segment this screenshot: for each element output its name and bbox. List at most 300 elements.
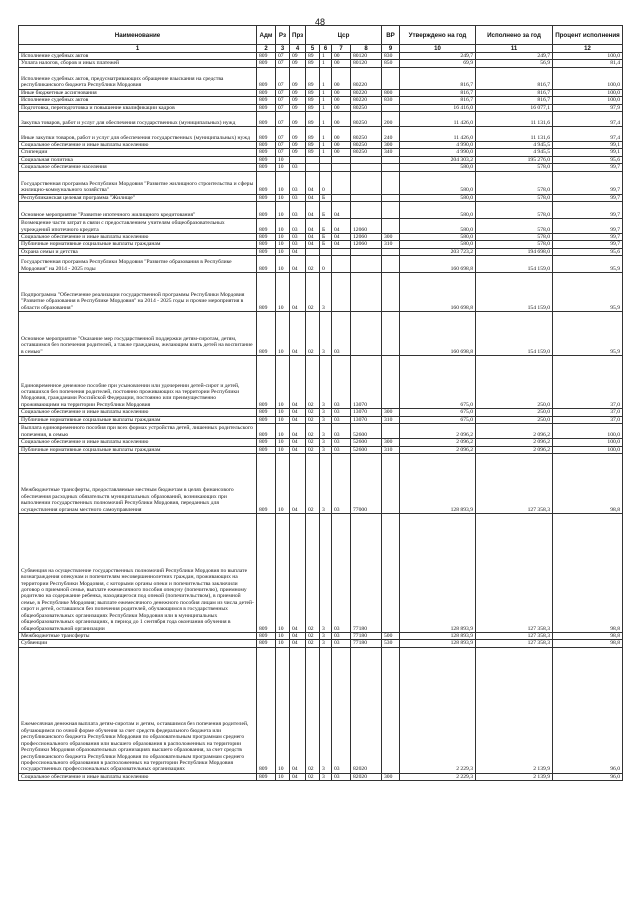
row-percent: 96,0 — [553, 647, 623, 773]
row-csr-subprogram: 3 — [320, 439, 332, 446]
table-row — [19, 273, 623, 312]
row-executed: 127 358,3 — [476, 640, 553, 647]
row-csr-event: 04 — [332, 241, 351, 248]
row-csr-subprogram: 1 — [320, 112, 332, 127]
row-csr-event: 03 — [332, 640, 351, 647]
row-prz: 04 — [290, 513, 306, 632]
row-adm: 809 — [257, 104, 276, 111]
row-adm: 809 — [257, 112, 276, 127]
row-csr-program: 02 — [306, 424, 320, 439]
row-prz: 04 — [290, 632, 306, 639]
header-percent: Процент исполнения — [553, 26, 623, 45]
table-row — [19, 409, 623, 416]
row-vr: 300 — [382, 773, 400, 780]
row-name: Исполнение судебных актов, предусматривающих обращение взыскания на средства республиканского бюджета Республики Мордовия — [19, 67, 257, 89]
row-csr-program: 04 — [306, 234, 320, 241]
row-csr-program: 04 — [306, 219, 320, 234]
row-csr-subprogram: 1 — [320, 67, 332, 89]
row-percent: 100,0 — [553, 424, 623, 439]
table-row — [19, 640, 623, 647]
row-executed: 578,0 — [476, 234, 553, 241]
row-adm: 809 — [257, 416, 276, 423]
row-adm: 809 — [257, 773, 276, 780]
table-row — [19, 202, 623, 219]
row-name: Публичные нормативные социальные выплаты гражданам — [19, 446, 257, 453]
table-row — [19, 513, 623, 632]
row-approved: 160 698,8 — [400, 312, 476, 356]
row-adm: 809 — [257, 234, 276, 241]
row-percent: 95,9 — [553, 312, 623, 356]
table-row — [19, 142, 623, 149]
row-approved: 203 723,2 — [400, 248, 476, 255]
row-name: Стипендии — [19, 149, 257, 156]
row-name: Публичные нормативные социальные выплаты гражданам — [19, 416, 257, 423]
row-csr-subprogram: 3 — [320, 773, 332, 780]
table-row — [19, 248, 623, 255]
row-rz: 10 — [276, 453, 290, 513]
row-executed: 250,0 — [476, 409, 553, 416]
row-vr: 830 — [382, 53, 400, 60]
row-csr-event: 03 — [332, 647, 351, 773]
row-csr-event — [332, 256, 351, 273]
row-approved: 580,0 — [400, 202, 476, 219]
row-executed: 154 159,0 — [476, 256, 553, 273]
row-csr-event: 03 — [332, 424, 351, 439]
row-approved: 160 698,8 — [400, 256, 476, 273]
row-rz: 10 — [276, 171, 290, 194]
row-csr-direction — [351, 248, 382, 255]
row-prz: 09 — [290, 89, 306, 96]
row-adm: 809 — [257, 647, 276, 773]
row-vr — [382, 164, 400, 171]
row-csr-program: 02 — [306, 439, 320, 446]
row-csr-program: 04 — [306, 171, 320, 194]
row-csr-subprogram: Б — [320, 234, 332, 241]
row-adm: 809 — [257, 312, 276, 356]
row-adm: 809 — [257, 149, 276, 156]
row-name: Социальное обеспечение и иные выплаты населению — [19, 142, 257, 149]
table-row — [19, 647, 623, 773]
row-approved: 128 893,9 — [400, 640, 476, 647]
table-row — [19, 104, 623, 111]
row-approved: 2 229,3 — [400, 647, 476, 773]
column-number: 5 — [306, 45, 320, 53]
column-number: 11 — [476, 45, 553, 53]
header-rz: Рз — [276, 26, 290, 45]
row-csr-direction: 13070 — [351, 356, 382, 409]
row-approved: 675,0 — [400, 356, 476, 409]
column-number: 2 — [257, 45, 276, 53]
row-csr-direction: 80120 — [351, 53, 382, 60]
row-adm: 809 — [257, 60, 276, 67]
row-percent: 98,8 — [553, 640, 623, 647]
row-executed: 2 096,2 — [476, 424, 553, 439]
row-executed: 249,7 — [476, 53, 553, 60]
row-adm: 809 — [257, 256, 276, 273]
row-rz: 07 — [276, 89, 290, 96]
row-prz: 09 — [290, 149, 306, 156]
row-csr-subprogram: 1 — [320, 97, 332, 104]
table-row — [19, 156, 623, 163]
row-percent: 99,7 — [553, 194, 623, 201]
row-percent: 95,6 — [553, 156, 623, 163]
row-percent: 98,8 — [553, 453, 623, 513]
row-vr — [382, 256, 400, 273]
row-rz: 07 — [276, 60, 290, 67]
row-prz — [290, 156, 306, 163]
column-number: 4 — [290, 45, 306, 53]
row-approved: 580,0 — [400, 234, 476, 241]
row-csr-direction: 80250 — [351, 142, 382, 149]
row-approved: 675,0 — [400, 416, 476, 423]
row-vr — [382, 156, 400, 163]
row-approved: 2 096,2 — [400, 424, 476, 439]
row-csr-program: 02 — [306, 273, 320, 312]
row-rz: 10 — [276, 446, 290, 453]
row-vr — [382, 202, 400, 219]
row-name: Подготовка, переподготовка и повышение квалификации кадров — [19, 104, 257, 111]
row-prz: 03 — [290, 194, 306, 201]
row-executed: 154 159,0 — [476, 312, 553, 356]
row-rz: 10 — [276, 273, 290, 312]
row-csr-program: 02 — [306, 453, 320, 513]
row-csr-direction — [351, 202, 382, 219]
table-row — [19, 439, 623, 446]
table-row — [19, 171, 623, 194]
row-executed: 816,7 — [476, 89, 553, 96]
row-csr-program: 89 — [306, 53, 320, 60]
row-rz: 10 — [276, 194, 290, 201]
row-vr: 240 — [382, 127, 400, 142]
row-rz: 07 — [276, 149, 290, 156]
row-csr-program: 89 — [306, 142, 320, 149]
row-executed: 4 945,5 — [476, 149, 553, 156]
table-header-row — [19, 26, 623, 45]
row-adm: 809 — [257, 439, 276, 446]
column-number: 10 — [400, 45, 476, 53]
table-row — [19, 164, 623, 171]
table-row — [19, 219, 623, 234]
table-row — [19, 632, 623, 639]
row-percent: 100,0 — [553, 53, 623, 60]
row-name: Ежемесячная денежная выплата детям-сиротам и детям, оставшимся без попечения родителей, обучающимся по очной форме обучения за счет средств федерального бюджета или республиканского бюджета Республики Мордовия по образовательным программам среднего профессионального образования или высшего образования в расположенных на территории Республики Мордовия образовательных организациях высшего образования, за счет средств республиканского бюджета Республики Мордовия по образовательным программам среднего профессионального образования в расположенных на территории Республики Мордовия государственных профессиональных образовательных организациях — [19, 647, 257, 773]
row-rz: 07 — [276, 112, 290, 127]
row-approved: 580,0 — [400, 194, 476, 201]
row-percent: 97,4 — [553, 112, 623, 127]
row-prz: 09 — [290, 104, 306, 111]
row-percent: 95,9 — [553, 256, 623, 273]
row-csr-direction: 80250 — [351, 104, 382, 111]
row-csr-direction: 52600 — [351, 446, 382, 453]
table-row — [19, 424, 623, 439]
row-adm: 809 — [257, 97, 276, 104]
column-number: 8 — [351, 45, 382, 53]
row-csr-direction: 52600 — [351, 439, 382, 446]
row-percent: 81,4 — [553, 60, 623, 67]
row-name: Исполнение судебных актов — [19, 53, 257, 60]
row-percent: 97,4 — [553, 127, 623, 142]
row-vr — [382, 453, 400, 513]
row-prz: 04 — [290, 416, 306, 423]
row-vr — [382, 194, 400, 201]
row-rz: 10 — [276, 409, 290, 416]
table-row — [19, 127, 623, 142]
row-csr-subprogram: 1 — [320, 127, 332, 142]
row-approved: 128 893,9 — [400, 632, 476, 639]
row-executed: 578,0 — [476, 241, 553, 248]
row-executed: 578,0 — [476, 164, 553, 171]
row-adm: 809 — [257, 446, 276, 453]
row-name: Охрана семьи и детства — [19, 248, 257, 255]
row-rz: 10 — [276, 356, 290, 409]
row-percent: 95,6 — [553, 248, 623, 255]
row-adm: 809 — [257, 273, 276, 312]
row-name: Возмещение части затрат в связи с предоставлением учителям общеобразовательных учреждений ипотечного кредита — [19, 219, 257, 234]
row-csr-subprogram: 1 — [320, 149, 332, 156]
row-csr-direction — [351, 312, 382, 356]
header-approved: Утверждено на год — [400, 26, 476, 45]
row-vr: 310 — [382, 446, 400, 453]
table-row — [19, 194, 623, 201]
row-executed: 250,0 — [476, 416, 553, 423]
table-row — [19, 149, 623, 156]
row-rz: 10 — [276, 256, 290, 273]
row-csr-event: 04 — [332, 202, 351, 219]
row-vr — [382, 273, 400, 312]
row-approved: 580,0 — [400, 164, 476, 171]
row-name: Межбюджетные трансферты — [19, 632, 257, 639]
row-csr-program — [306, 156, 320, 163]
row-approved: 16 416,0 — [400, 104, 476, 111]
row-rz: 10 — [276, 513, 290, 632]
row-percent: 100,0 — [553, 439, 623, 446]
row-csr-subprogram: 0 — [320, 256, 332, 273]
row-csr-direction: 80220 — [351, 97, 382, 104]
row-csr-program: 02 — [306, 312, 320, 356]
column-number: 9 — [382, 45, 400, 53]
row-percent: 99,7 — [553, 219, 623, 234]
row-csr-subprogram: 3 — [320, 513, 332, 632]
row-name: Государственная программа Республики Мордовия "Развитие жилищного строительства и сферы жилищно-коммунального хозяйства" — [19, 171, 257, 194]
row-csr-program: 02 — [306, 513, 320, 632]
column-number-row — [19, 45, 623, 53]
row-csr-program — [306, 248, 320, 255]
row-name: Социальное обеспечение и иные выплаты населению — [19, 234, 257, 241]
row-csr-subprogram: 3 — [320, 273, 332, 312]
row-percent: 100,0 — [553, 67, 623, 89]
row-rz: 07 — [276, 142, 290, 149]
row-rz: 07 — [276, 97, 290, 104]
row-percent: 100,0 — [553, 97, 623, 104]
row-csr-program: 89 — [306, 149, 320, 156]
row-prz: 03 — [290, 219, 306, 234]
row-prz: 09 — [290, 60, 306, 67]
row-adm: 809 — [257, 632, 276, 639]
row-vr — [382, 647, 400, 773]
row-name: Единовременное денежное пособие при усыновлении или удочерении детей-сирот и детей, оставшихся без попечения родителей, постоянно проживающих на территории Республики Мордовия, гражданами Российской Федерации, постоянно или преимущественно проживающими на территории Республики Мордовия — [19, 356, 257, 409]
row-csr-direction: 77000 — [351, 453, 382, 513]
row-name: Субвенция на осуществление государственных полномочий Республики Мордовия по выплате вознаграждения опекунам и попечителям несовершеннолетних граждан, проживающих на территории Республики Мордовия, с которыми органы опеки и попечительства заключили договор о приемной семье, выплате ежемесячного пособия опекуну (попечителю), приемному родителю на содержание ребенка, находящегося под опекой (попечительством), в приемной семье, в Республике Мордовия; выплате ежемесячного денежного пособия лицам из числа детей-сирот и детей, оставшихся без попечения родителей, обучающимся в государственных общеобразовательных организациях Республики Мордовия или в муниципальных общеобразовательных организациях, в период до 1 сентября года окончания обучения в общеобразовательной организации — [19, 513, 257, 632]
row-vr: 200 — [382, 112, 400, 127]
row-name: Основное мероприятие "Оказание мер государственной поддержки детям-сиротам, детям, оставшимся без попечения родителей, а также гражданам, желающим взять детей на воспитание в семью" — [19, 312, 257, 356]
table-row — [19, 446, 623, 453]
row-csr-event: 04 — [332, 219, 351, 234]
row-adm: 809 — [257, 171, 276, 194]
row-csr-direction: 13070 — [351, 409, 382, 416]
row-executed: 127 358,3 — [476, 453, 553, 513]
row-csr-event: 03 — [332, 439, 351, 446]
row-prz: 03 — [290, 234, 306, 241]
row-csr-event: 03 — [332, 446, 351, 453]
row-rz: 07 — [276, 127, 290, 142]
row-executed: 194 698,0 — [476, 248, 553, 255]
row-csr-direction: 12060 — [351, 241, 382, 248]
row-rz: 07 — [276, 104, 290, 111]
row-csr-subprogram: Б — [320, 194, 332, 201]
row-csr-event: 03 — [332, 409, 351, 416]
row-percent: 97,9 — [553, 104, 623, 111]
row-vr: 300 — [382, 142, 400, 149]
row-csr-subprogram — [320, 164, 332, 171]
row-csr-event: 00 — [332, 60, 351, 67]
row-prz: 04 — [290, 312, 306, 356]
row-name: Публичные нормативные социальные выплаты гражданам — [19, 241, 257, 248]
table-row — [19, 773, 623, 780]
column-number: 3 — [276, 45, 290, 53]
row-csr-event: 03 — [332, 356, 351, 409]
row-rz: 10 — [276, 773, 290, 780]
row-percent: 99,1 — [553, 149, 623, 156]
row-csr-event: 03 — [332, 453, 351, 513]
table-row — [19, 256, 623, 273]
table-row — [19, 453, 623, 513]
row-percent: 99,7 — [553, 241, 623, 248]
row-csr-event: 00 — [332, 53, 351, 60]
row-executed: 11 131,6 — [476, 127, 553, 142]
row-approved: 675,0 — [400, 409, 476, 416]
row-csr-subprogram: 3 — [320, 356, 332, 409]
row-name: Закупка товаров, работ и услуг для обеспечения государственных (муниципальных) нужд — [19, 112, 257, 127]
row-name: Государственная программа Республики Мордовия "Развитие образования в Республике Мордовия" на 2014 - 2025 годы — [19, 256, 257, 273]
row-rz: 10 — [276, 312, 290, 356]
row-csr-subprogram: 0 — [320, 171, 332, 194]
row-csr-direction: 12060 — [351, 234, 382, 241]
row-csr-program: 89 — [306, 97, 320, 104]
row-csr-direction: 82020 — [351, 647, 382, 773]
row-csr-program: 02 — [306, 773, 320, 780]
row-csr-event — [332, 171, 351, 194]
row-executed: 2 139,9 — [476, 773, 553, 780]
row-csr-subprogram: 3 — [320, 312, 332, 356]
row-rz: 10 — [276, 234, 290, 241]
table-row — [19, 234, 623, 241]
row-prz: 09 — [290, 127, 306, 142]
row-csr-program — [306, 164, 320, 171]
row-prz: 04 — [290, 356, 306, 409]
row-approved: 816,7 — [400, 67, 476, 89]
row-approved: 816,7 — [400, 97, 476, 104]
row-csr-event: 00 — [332, 89, 351, 96]
row-csr-direction: 80120 — [351, 60, 382, 67]
row-csr-subprogram: 3 — [320, 446, 332, 453]
row-adm: 809 — [257, 424, 276, 439]
row-csr-direction: 80250 — [351, 112, 382, 127]
row-name: Социальное обеспечение и иные выплаты населению — [19, 773, 257, 780]
row-percent: 98,8 — [553, 513, 623, 632]
row-csr-subprogram: 3 — [320, 640, 332, 647]
row-vr: 340 — [382, 149, 400, 156]
row-csr-direction — [351, 194, 382, 201]
row-name: Уплата налогов, сборов и иных платежей — [19, 60, 257, 67]
row-rz: 10 — [276, 632, 290, 639]
row-adm: 809 — [257, 202, 276, 219]
row-csr-subprogram: 1 — [320, 53, 332, 60]
column-number: 12 — [553, 45, 623, 53]
table-row — [19, 89, 623, 96]
row-approved: 4 990,0 — [400, 142, 476, 149]
row-csr-subprogram: 1 — [320, 89, 332, 96]
row-csr-direction: 52600 — [351, 424, 382, 439]
row-csr-direction: 82020 — [351, 773, 382, 780]
row-name: Республиканская целевая программа "Жилище" — [19, 194, 257, 201]
row-prz: 04 — [290, 409, 306, 416]
row-rz: 10 — [276, 164, 290, 171]
row-csr-subprogram: 3 — [320, 424, 332, 439]
row-approved: 204 303,2 — [400, 156, 476, 163]
row-csr-event — [332, 156, 351, 163]
row-executed: 578,0 — [476, 219, 553, 234]
row-prz: 03 — [290, 164, 306, 171]
row-prz: 09 — [290, 67, 306, 89]
row-adm: 809 — [257, 127, 276, 142]
row-name: Межбюджетные трансферты, предоставляемые местным бюджетам в целях финансового обеспечения расходных обязательств муниципальных образований, возникающих при выполнении государственных полномочий Республики Мордовия, переданных для осуществления органам местного самоуправления — [19, 453, 257, 513]
row-adm: 809 — [257, 248, 276, 255]
row-name: Социальное обеспечение населения — [19, 164, 257, 171]
row-approved: 816,7 — [400, 89, 476, 96]
row-name: Иные бюджетные ассигнования — [19, 89, 257, 96]
row-rz: 10 — [276, 156, 290, 163]
row-csr-direction: 12060 — [351, 219, 382, 234]
row-prz: 09 — [290, 142, 306, 149]
row-csr-direction — [351, 273, 382, 312]
row-adm: 809 — [257, 453, 276, 513]
row-csr-program: 02 — [306, 647, 320, 773]
row-vr — [382, 513, 400, 632]
row-csr-subprogram: Б — [320, 241, 332, 248]
table-row — [19, 356, 623, 409]
header-adm: Адм — [257, 26, 276, 45]
row-csr-subprogram: Б — [320, 219, 332, 234]
row-rz: 07 — [276, 53, 290, 60]
row-csr-event — [332, 248, 351, 255]
row-csr-event: 04 — [332, 234, 351, 241]
row-csr-program: 02 — [306, 356, 320, 409]
row-executed: 2 096,2 — [476, 446, 553, 453]
row-percent: 99,7 — [553, 234, 623, 241]
table-row — [19, 312, 623, 356]
row-vr: 830 — [382, 97, 400, 104]
row-prz: 03 — [290, 171, 306, 194]
row-prz: 04 — [290, 273, 306, 312]
row-percent: 98,8 — [553, 632, 623, 639]
row-csr-direction: 13070 — [351, 416, 382, 423]
row-csr-direction: 80250 — [351, 149, 382, 156]
row-percent: 99,7 — [553, 202, 623, 219]
row-adm: 809 — [257, 409, 276, 416]
row-executed: 250,0 — [476, 356, 553, 409]
row-csr-event: 00 — [332, 112, 351, 127]
budget-table — [18, 25, 623, 781]
